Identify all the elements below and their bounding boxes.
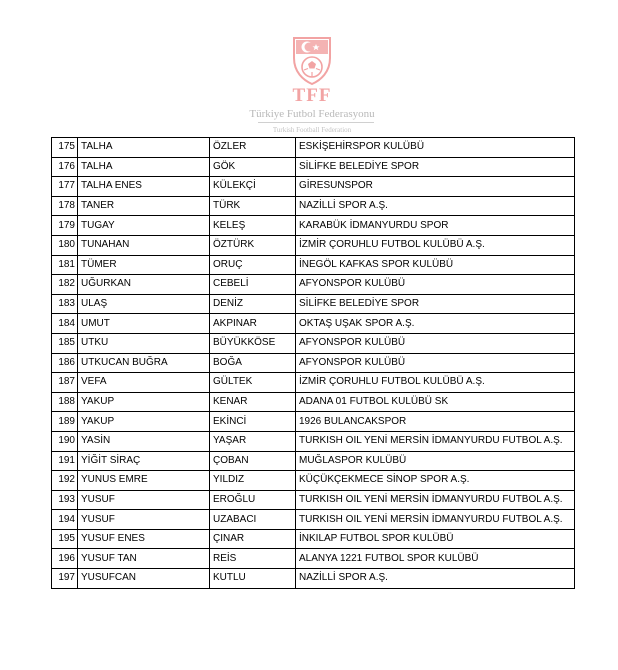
last-name-cell: AKPINAR bbox=[210, 314, 296, 334]
last-name-cell: EKİNCİ bbox=[210, 412, 296, 432]
last-name-cell: UZABACI bbox=[210, 510, 296, 530]
table-row bbox=[52, 333, 575, 353]
table-row bbox=[52, 549, 575, 569]
row-number-cell: 176 bbox=[52, 157, 78, 177]
first-name-cell: YUSUF bbox=[78, 510, 210, 530]
first-name-cell: UMUT bbox=[78, 314, 210, 334]
club-name-cell: AFYONSPOR KULÜBÜ bbox=[296, 353, 575, 373]
club-name-cell: İZMİR ÇORUHLU FUTBOL KULÜBÜ A.Ş. bbox=[296, 235, 575, 255]
table-row bbox=[52, 471, 575, 491]
row-number-cell: 181 bbox=[52, 255, 78, 275]
first-name-cell: YUNUS EMRE bbox=[78, 471, 210, 491]
last-name-cell: BÜYÜKKÖSE bbox=[210, 333, 296, 353]
first-name-cell: UTKU bbox=[78, 333, 210, 353]
last-name-cell: EROĞLU bbox=[210, 490, 296, 510]
last-name-cell: KÜLEKÇİ bbox=[210, 177, 296, 197]
first-name-cell: YAKUP bbox=[78, 392, 210, 412]
row-number-cell: 197 bbox=[52, 569, 78, 589]
table-row bbox=[52, 196, 575, 216]
row-number-cell: 175 bbox=[52, 138, 78, 158]
row-number-cell: 186 bbox=[52, 353, 78, 373]
row-number-cell: 177 bbox=[52, 177, 78, 197]
club-name-cell: SİLİFKE BELEDİYE SPOR bbox=[296, 294, 575, 314]
tff-emblem-icon bbox=[290, 34, 334, 86]
club-name-cell: GİRESUNSPOR bbox=[296, 177, 575, 197]
document-header bbox=[0, 0, 618, 138]
row-number-cell: 196 bbox=[52, 549, 78, 569]
club-name-cell: AFYONSPOR KULÜBÜ bbox=[296, 333, 575, 353]
club-name-cell: ADANA 01 FUTBOL KULÜBÜ SK bbox=[296, 392, 575, 412]
last-name-cell: DENİZ bbox=[210, 294, 296, 314]
row-number-cell: 189 bbox=[52, 412, 78, 432]
club-name-cell: İZMİR ÇORUHLU FUTBOL KULÜBÜ A.Ş. bbox=[296, 373, 575, 393]
club-name-cell: NAZİLLİ SPOR A.Ş. bbox=[296, 196, 575, 216]
row-number-cell: 194 bbox=[52, 510, 78, 530]
table-row bbox=[52, 314, 575, 334]
table-row bbox=[52, 529, 575, 549]
row-number-cell: 195 bbox=[52, 529, 78, 549]
first-name-cell: YUSUF bbox=[78, 490, 210, 510]
last-name-cell: GÖK bbox=[210, 157, 296, 177]
club-name-cell: TURKISH OIL YENİ MERSİN İDMANYURDU FUTBOL A.Ş. bbox=[296, 510, 575, 530]
row-number-cell: 178 bbox=[52, 196, 78, 216]
table-row bbox=[52, 255, 575, 275]
first-name-cell: YUSUF TAN bbox=[78, 549, 210, 569]
table-row bbox=[52, 569, 575, 589]
club-name-cell: TURKISH OIL YENİ MERSİN İDMANYURDU FUTBOL A.Ş. bbox=[296, 431, 575, 451]
row-number-cell: 193 bbox=[52, 490, 78, 510]
first-name-cell: YİĞİT SİRAÇ bbox=[78, 451, 210, 471]
table-row bbox=[52, 177, 575, 197]
last-name-cell: ÖZLER bbox=[210, 138, 296, 158]
first-name-cell: YUSUF ENES bbox=[78, 529, 210, 549]
last-name-cell: GÜLTEK bbox=[210, 373, 296, 393]
logo-divider bbox=[258, 122, 374, 123]
first-name-cell: UTKUCAN BUĞRA bbox=[78, 353, 210, 373]
club-name-cell: İNKILAP FUTBOL SPOR KULÜBÜ bbox=[296, 529, 575, 549]
row-number-cell: 185 bbox=[52, 333, 78, 353]
club-name-cell: KÜÇÜKÇEKMECE SİNOP SPOR A.Ş. bbox=[296, 471, 575, 491]
table-row bbox=[52, 138, 575, 158]
player-roster-body bbox=[52, 138, 575, 589]
table-row bbox=[52, 412, 575, 432]
row-number-cell: 179 bbox=[52, 216, 78, 236]
logo-federation-subtitle: Turkish Football Federation bbox=[272, 126, 352, 134]
first-name-cell: VEFA bbox=[78, 373, 210, 393]
club-name-cell: SİLİFKE BELEDİYE SPOR bbox=[296, 157, 575, 177]
last-name-cell: ÇINAR bbox=[210, 529, 296, 549]
row-number-cell: 184 bbox=[52, 314, 78, 334]
first-name-cell: YUSUFCAN bbox=[78, 569, 210, 589]
first-name-cell: YAKUP bbox=[78, 412, 210, 432]
club-name-cell: ALANYA 1221 FUTBOL SPOR KULÜBÜ bbox=[296, 549, 575, 569]
first-name-cell: TALHA bbox=[78, 138, 210, 158]
first-name-cell: ULAŞ bbox=[78, 294, 210, 314]
last-name-cell: REİS bbox=[210, 549, 296, 569]
last-name-cell: BOĞA bbox=[210, 353, 296, 373]
first-name-cell: UĞURKAN bbox=[78, 275, 210, 295]
table-row bbox=[52, 353, 575, 373]
last-name-cell: YAŞAR bbox=[210, 431, 296, 451]
first-name-cell: TÜMER bbox=[78, 255, 210, 275]
club-name-cell: AFYONSPOR KULÜBÜ bbox=[296, 275, 575, 295]
table-row bbox=[52, 510, 575, 530]
last-name-cell: ÖZTÜRK bbox=[210, 235, 296, 255]
last-name-cell: TÜRK bbox=[210, 196, 296, 216]
row-number-cell: 183 bbox=[52, 294, 78, 314]
row-number-cell: 187 bbox=[52, 373, 78, 393]
table-row bbox=[52, 235, 575, 255]
last-name-cell: ORUÇ bbox=[210, 255, 296, 275]
last-name-cell: KENAR bbox=[210, 392, 296, 412]
table-row bbox=[52, 451, 575, 471]
row-number-cell: 191 bbox=[52, 451, 78, 471]
club-name-cell: KARABÜK İDMANYURDU SPOR bbox=[296, 216, 575, 236]
last-name-cell: CEBELİ bbox=[210, 275, 296, 295]
club-name-cell: OKTAŞ UŞAK SPOR A.Ş. bbox=[296, 314, 575, 334]
row-number-cell: 180 bbox=[52, 235, 78, 255]
last-name-cell: YILDIZ bbox=[210, 471, 296, 491]
table-row bbox=[52, 275, 575, 295]
table-row bbox=[52, 157, 575, 177]
last-name-cell: KELEŞ bbox=[210, 216, 296, 236]
first-name-cell: TUNAHAN bbox=[78, 235, 210, 255]
club-name-cell: NAZİLLİ SPOR A.Ş. bbox=[296, 569, 575, 589]
first-name-cell: TALHA ENES bbox=[78, 177, 210, 197]
last-name-cell: ÇOBAN bbox=[210, 451, 296, 471]
club-name-cell: İNEGÖL KAFKAS SPOR KULÜBÜ bbox=[296, 255, 575, 275]
table-row bbox=[52, 392, 575, 412]
table-row bbox=[52, 431, 575, 451]
club-name-cell: MUĞLASPOR KULÜBÜ bbox=[296, 451, 575, 471]
first-name-cell: TUGAY bbox=[78, 216, 210, 236]
club-name-cell: ESKİŞEHİRSPOR KULÜBÜ bbox=[296, 138, 575, 158]
club-name-cell: TURKISH OIL YENİ MERSİN İDMANYURDU FUTBOL A.Ş. bbox=[296, 490, 575, 510]
last-name-cell: KUTLU bbox=[210, 569, 296, 589]
logo-mark: TFF bbox=[292, 85, 332, 106]
first-name-cell: YASİN bbox=[78, 431, 210, 451]
logo-federation-name: Türkiye Futbol Federasyonu bbox=[249, 108, 375, 120]
first-name-cell: TANER bbox=[78, 196, 210, 216]
club-name-cell: 1926 BULANCAKSPOR bbox=[296, 412, 575, 432]
table-row bbox=[52, 216, 575, 236]
player-roster-table bbox=[51, 137, 575, 589]
table-row bbox=[52, 373, 575, 393]
row-number-cell: 182 bbox=[52, 275, 78, 295]
row-number-cell: 190 bbox=[52, 431, 78, 451]
row-number-cell: 188 bbox=[52, 392, 78, 412]
first-name-cell: TALHA bbox=[78, 157, 210, 177]
row-number-cell: 192 bbox=[52, 471, 78, 491]
table-row bbox=[52, 294, 575, 314]
table-row bbox=[52, 490, 575, 510]
